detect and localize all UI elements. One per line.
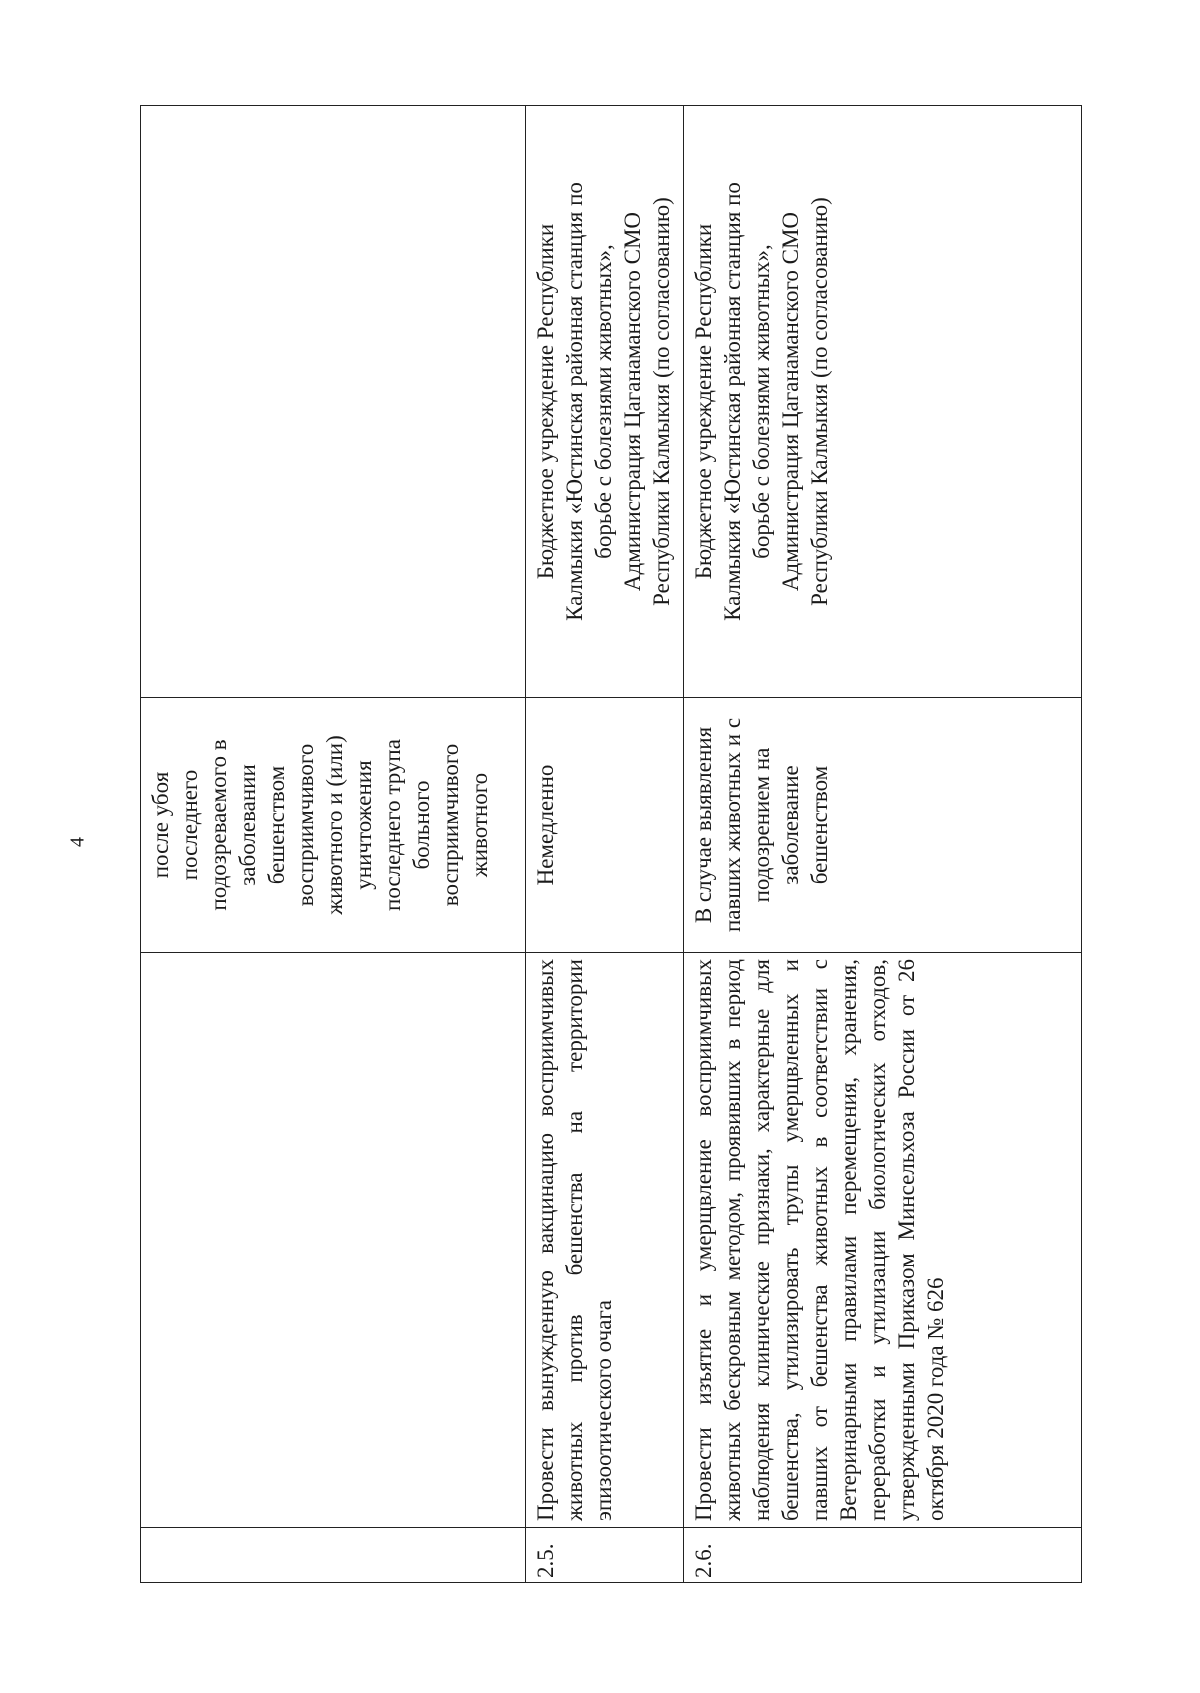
deadline-line: восприимчивого — [437, 743, 463, 907]
item-number — [141, 1528, 526, 1583]
responsible-line: Калмыкия «Юстинская районная станция по — [719, 182, 745, 621]
deadline-line: В случае выявления — [690, 726, 716, 924]
item-number: 2.5. — [526, 1528, 684, 1583]
deadline-line: животного и (или) — [321, 735, 347, 915]
responsible-line: Бюджетное учреждение Республики — [690, 223, 716, 580]
deadline-line: последнего трупа — [379, 739, 405, 911]
deadline-line: Немедленно — [533, 764, 558, 886]
responsible-line: Администрация Цаганаманского СМО — [777, 211, 803, 592]
responsible-cell — [526, 106, 684, 698]
table-row — [141, 106, 526, 1583]
deadline-line: больного — [408, 780, 434, 870]
responsible-cell — [141, 106, 526, 698]
deadline-line: последнего — [176, 769, 202, 881]
deadline-line: после убоя — [148, 771, 173, 879]
table-row — [683, 106, 1081, 1583]
deadline-line: подозреваемого в — [205, 739, 231, 911]
document-table-rotated — [140, 106, 1078, 1583]
responsible-line: Республики Калмыкия (по согласованию) — [648, 197, 674, 606]
deadline-line: заболевании — [234, 764, 260, 886]
responsible-cell — [683, 106, 1081, 698]
measures-table — [140, 105, 1082, 1583]
deadline-cell — [683, 698, 1081, 953]
deadline-line: подозрением на — [748, 747, 774, 903]
deadline-line: бешенством — [806, 765, 832, 885]
responsible-line: Калмыкия «Юстинская районная станция по — [561, 182, 587, 621]
deadline-line: уничтожения — [350, 760, 376, 890]
responsible-line: Бюджетное учреждение Республики — [533, 223, 558, 580]
action-cell: Провести изъятие и умерщвление восприимчивых животных бескровным методом, проявивших в период наблюдения клинические признаки, характерные для бешенства, утилизировать трупы умерщвленных и павших от бешенства животных в соответствии с Ветеринарными правилами перемещения, хранения, переработки и утилизации биологических отходов, утвержденными Приказом Минсельхоза России от 26 октября 2020 года № 626 — [683, 953, 1081, 1528]
deadline-line: заболевание — [777, 765, 803, 885]
responsible-line: Администрация Цаганаманского СМО — [619, 211, 645, 592]
action-cell — [141, 953, 526, 1528]
deadline-line: павших животных и с — [719, 717, 745, 933]
responsible-line: Республики Калмыкия (по согласованию) — [806, 197, 832, 606]
item-number: 2.6. — [683, 1528, 1081, 1583]
deadline-cell — [526, 698, 684, 953]
deadline-cell — [141, 698, 526, 953]
table-row — [526, 106, 684, 1583]
responsible-line: борьбе с болезнями животных», — [748, 244, 774, 559]
deadline-line: бешенством — [263, 765, 289, 885]
deadline-line: животного — [466, 772, 492, 878]
action-cell: Провести вынужденную вакцинацию восприимчивых животных против бешенства на территории эпизоотического очага — [526, 953, 684, 1528]
page-number: 4 — [66, 837, 89, 847]
deadline-line: восприимчивого — [292, 743, 318, 907]
responsible-line: борьбе с болезнями животных», — [590, 244, 616, 559]
